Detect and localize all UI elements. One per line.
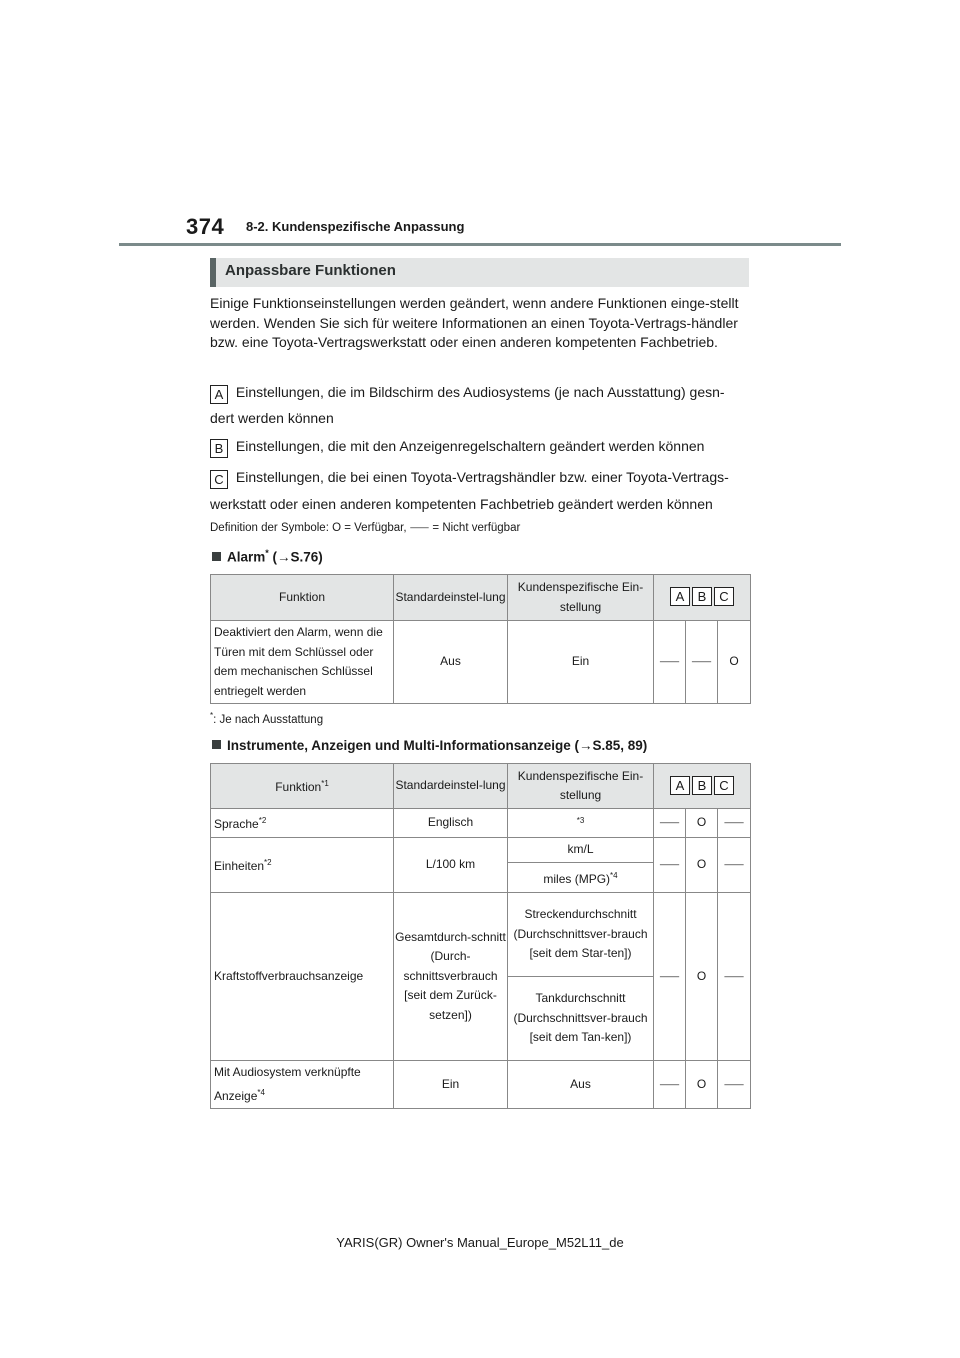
col-custom: Kundenspezifische Ein-stellung [508,575,654,621]
cell-custom: Ein [508,621,654,704]
legend-b-line [210,436,770,458]
col-function-sup: *1 [321,779,329,789]
cell-b: O [686,838,718,893]
cell-c: ⸺ [718,809,751,838]
page-footer: YARIS(GR) Owner's Manual_Europe_M52L11_de [336,1235,624,1250]
bullet-square [212,552,221,561]
cell-default: Aus [394,621,508,704]
col-function: Funktion [211,575,394,621]
cell-custom: Tankdurchschnitt (Durchschnittsver-brauch [seit dem Tan-ken]) [508,977,654,1061]
cell-default: Ein [394,1061,508,1109]
section-title: Anpassbare Funktionen [225,262,396,279]
col-b-box: B [692,587,712,606]
cell-b: O [686,893,718,1061]
legend-a-text: Einstellungen, die im Bildschirm des Audiosystems (je nach Ausstattung) gesn- [232,384,725,400]
cell-function: Deaktiviert den Alarm, wenn die Türen mit dem Schlüssel oder dem mechanischen Schlüssel entriegelt werden [211,621,394,704]
cell-b: O [686,809,718,838]
footnote-text: : Je nach Ausstattung [213,713,324,726]
cell-custom: Aus [508,1061,654,1109]
cell-a: ⸺ [654,1061,686,1109]
table-row [211,621,751,704]
cell-custom: *3 [508,809,654,838]
alarm-heading [212,548,323,565]
instruments-heading-text: Instrumente, Anzeigen und Multi-Informationsanzeige (→S.85, 89) [227,738,648,753]
cell-a: ⸺ [654,838,686,893]
cell-function: Einheiten$^{*2}$ [211,838,394,893]
col-c-box: C [714,587,734,606]
legend-a-line1 [210,382,770,404]
intro-paragraph: Einige Funktionseinstellungen werden geändert, wenn andere Funktionen einge-stellt werden. Wenden Sie sich für weitere Informationen an einen Toyota-Vertrags-händler bzw. eine Toyota-Vertragswerkstatt oder einen anderen kompetenten Fachbetrieb. [210,295,739,351]
cell-default: Englisch [394,809,508,838]
instruments-table [210,763,751,1109]
cell-c: ⸺ [718,838,751,893]
legend-a-line2: dert werden können [210,410,334,426]
section-title-bar [210,258,749,287]
alarm-heading-ref: (→S.76) [268,549,323,565]
col-a-box: A [670,587,690,606]
key-b-box: B [210,439,228,458]
cell-custom: miles (MPG)$^{*4}$ [508,863,654,893]
col-a-box: A [670,776,690,795]
legend-c-line1 [210,467,770,489]
key-a-box: A [210,385,228,404]
section-reference: 8-2. Kundenspezifische Anpassung [246,219,465,234]
col-default: Standardeinstel-lung [394,764,508,809]
legend-c-text: Einstellungen, die bei einen Toyota-Vertragshändler bzw. einer Toyota-Vertrags- [232,469,729,485]
cell-c: ⸺ [718,1061,751,1109]
table-row [211,1061,751,1109]
col-abc [654,575,751,621]
footnote-mark: * [210,711,214,720]
cell-function: Mit Audiosystem verknüpfte Anzeige$^{*4}$ [211,1061,394,1109]
table-row [211,809,751,838]
legend-c-line2: werkstatt oder einen anderen kompetenten Fachbetrieb geändert werden können [210,496,713,512]
col-c-box: C [714,776,734,795]
cell-function: Sprache$^{*2}$ [211,809,394,838]
table-row [211,838,751,863]
table-row [211,893,751,977]
instruments-table-header [211,764,751,809]
cell-default: Gesamtdurch-schnitt (Durch-schnittsverbrauch [seit dem Zurück-setzen]) [394,893,508,1061]
bullet-square [212,740,221,749]
alarm-heading-text: Alarm [227,549,266,565]
header-rule [119,243,841,246]
cell-b: O [686,1061,718,1109]
cell-c: ⸺ [718,893,751,1061]
instruments-heading [212,738,647,753]
cell-b: ⸺ [686,621,718,704]
col-function: Funktion$^{*1}$ [211,764,394,809]
col-abc [654,764,751,809]
cell-a: ⸺ [654,809,686,838]
col-custom: Kundenspezifische Ein-stellung [508,764,654,809]
col-default: Standardeinstel-lung [394,575,508,621]
alarm-heading-sup: * [265,548,269,558]
cell-default: L/100 km [394,838,508,893]
cell-c: O [718,621,751,704]
cell-custom: km/L [508,838,654,863]
cell-a: ⸺ [654,893,686,1061]
cell-custom: Streckendurchschnitt (Durchschnittsver-brauch [seit dem Star-ten]) [508,893,654,977]
alarm-footnote [210,711,323,726]
cell-function: Kraftstoffverbrauchsanzeige [211,893,394,1061]
key-c-box: C [210,470,228,489]
alarm-table-header [211,575,751,621]
symbol-definition: Definition der Symbole: O = Verfügbar, ⸺ = Nicht verfügbar [210,522,521,534]
page-number: 374 [186,214,225,239]
cell-a: ⸺ [654,621,686,704]
legend-b-text: Einstellungen, die mit den Anzeigenregelschaltern geändert werden können [232,438,705,454]
alarm-table [210,574,751,704]
col-b-box: B [692,776,712,795]
